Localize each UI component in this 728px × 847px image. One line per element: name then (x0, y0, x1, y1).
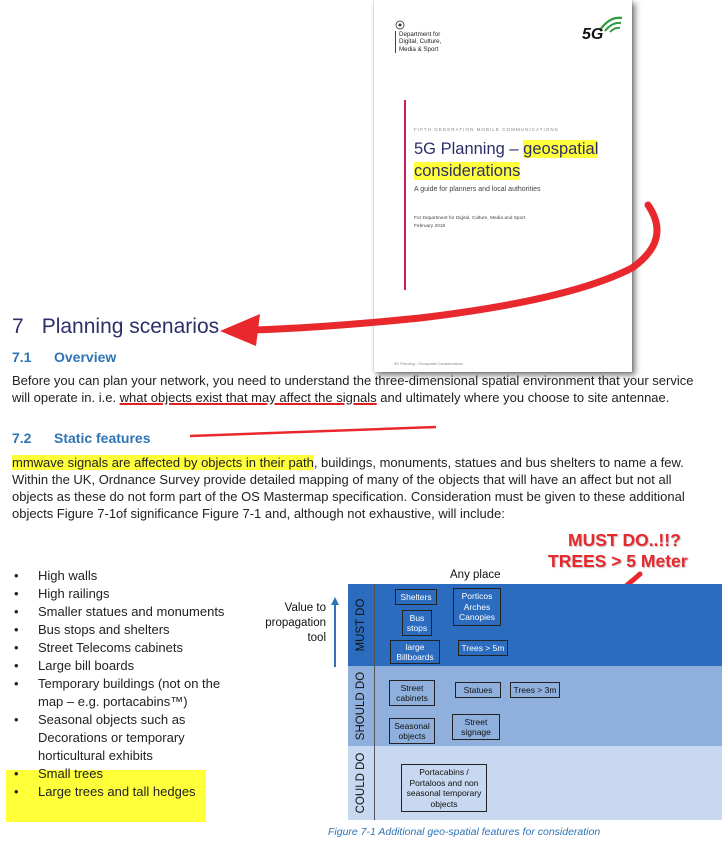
section-title: Planning scenarios (41, 315, 220, 338)
list-item-text: Smaller statues and monuments (38, 604, 225, 619)
list-item (14, 765, 248, 783)
list-item-text: Temporary buildings (not on the map – e.g. portacabins™) (38, 676, 221, 709)
overview-text-1: Before you can plan your network, you need to understand the three-dimensional spatial environment that your service will operate in. i.e. (12, 373, 694, 405)
list-item-text: High railings (38, 586, 110, 601)
list-item (14, 603, 248, 621)
list-item (14, 585, 248, 603)
band-could-do (348, 746, 722, 820)
department-name: Department for Digital, Culture, Media & Sport (395, 31, 489, 53)
box-portacabins: Portacabins / Portaloos and non seasonal temporary objects (401, 764, 487, 812)
overview-title: Overview (54, 349, 117, 365)
box-shelters: Shelters (395, 589, 437, 605)
list-item-text: Large bill boards (38, 658, 135, 673)
band-must-label (348, 584, 375, 666)
box-bus-stops: Bus stops (402, 610, 432, 636)
static-highlight-text: mmwave signals are affected by objects in their path (12, 455, 314, 470)
static-features-heading (12, 430, 150, 446)
cover-footer: 5G Planning - Geospatial Considerations (394, 362, 463, 366)
list-item-text: Seasonal objects such as Decorations or temporary horticultural exhibits (38, 712, 186, 763)
list-item-text: Bus stops and shelters (38, 622, 170, 637)
list-item-text: Small trees (38, 766, 104, 781)
bullet-dot: • (14, 622, 19, 637)
band-should-label (348, 666, 375, 746)
bullet-dot: • (14, 604, 19, 619)
list-item (14, 783, 248, 801)
band-should-do (348, 666, 722, 746)
band-could-label (348, 746, 375, 820)
band-must-text: MUST DO (355, 598, 367, 652)
5g-logo: 5G (582, 26, 604, 43)
bullet-list (14, 567, 248, 801)
list-item-text: Large trees and tall hedges (38, 784, 196, 799)
annotation-must-do: MUST DO..!!? (568, 530, 681, 550)
value-scale-arrow (330, 597, 340, 669)
list-item (14, 567, 248, 585)
band-must-do (348, 584, 722, 666)
overview-underlined-text: what objects exist that may affect the signals (119, 390, 377, 405)
overview-heading (12, 349, 116, 365)
list-item (14, 675, 248, 711)
bullet-dot: • (14, 586, 19, 601)
cover-subtitle: A guide for planners and local authorities (414, 186, 541, 193)
band-could-text: COULD DO (355, 752, 367, 814)
box-statues: Statues (455, 682, 501, 698)
bullet-dot: • (14, 640, 19, 655)
list-item (14, 639, 248, 657)
bullet-dot: • (14, 712, 19, 727)
box-trees-5m: Trees > 5m (458, 640, 508, 656)
diagram-title: Any place (450, 569, 501, 581)
static-text: , buildings, monuments, statues and bus shelters to name a few. Within the UK, Ordnance Survey provide detailed mapping of many of the objects that will have an affect but not all objects as these do not form part of the OS Mastermap specification. Consideration must be given to these additional objects Figure 7-1of significance Figure 7-1 and, although not exhaustive, will include: (12, 455, 685, 521)
box-trees-3m: Trees > 3m (510, 682, 560, 698)
band-should-text: SHOULD DO (355, 671, 367, 741)
box-porticos: Porticos Arches Canopies (453, 588, 501, 626)
section-heading (12, 315, 219, 339)
static-title: Static features (54, 430, 151, 446)
cover-kicker: FIFTH GENERATION MOBILE COMMUNICATIONS (414, 127, 559, 132)
cover-title-plain: 5G Planning – (414, 140, 524, 158)
bullet-dot: • (14, 658, 19, 673)
overview-number: 7.1 (12, 349, 32, 365)
figure-caption: Figure 7-1 Additional geo-spatial features for consideration (328, 826, 601, 838)
box-street-cabinets: Street cabinets (389, 680, 435, 706)
cover-title-highlight-1: geospatial (523, 140, 599, 158)
list-item (14, 621, 248, 639)
bullet-dot: • (14, 766, 19, 781)
cover-meta-date: February 2018 (414, 224, 446, 229)
cover-meta-publisher: For Department for Digital, Culture, Media and Sport (414, 216, 526, 221)
list-item (14, 711, 248, 765)
box-billboards: large Billboards (390, 640, 440, 664)
box-seasonal-objects: Seasonal objects (389, 718, 435, 744)
list-item-text: Street Telecoms cabinets (38, 640, 183, 655)
section-number: 7 (12, 315, 24, 338)
box-street-signage: Street signage (452, 714, 500, 740)
list-item (14, 657, 248, 675)
overview-paragraph (12, 372, 712, 406)
static-number: 7.2 (12, 430, 32, 446)
overview-text-2: and ultimately where you choose to site antennae. (376, 390, 670, 405)
diagram-side-label: Value to propagation tool (265, 602, 326, 644)
bullet-dot: • (14, 676, 19, 691)
list-item-text: High walls (38, 568, 98, 583)
annotation-trees-5m: TREES > 5 Meter (548, 551, 688, 571)
bullet-dot: • (14, 568, 19, 583)
cover-title-highlight-2: considerations (414, 162, 521, 180)
bullet-dot: • (14, 784, 19, 799)
static-paragraph (12, 454, 712, 522)
